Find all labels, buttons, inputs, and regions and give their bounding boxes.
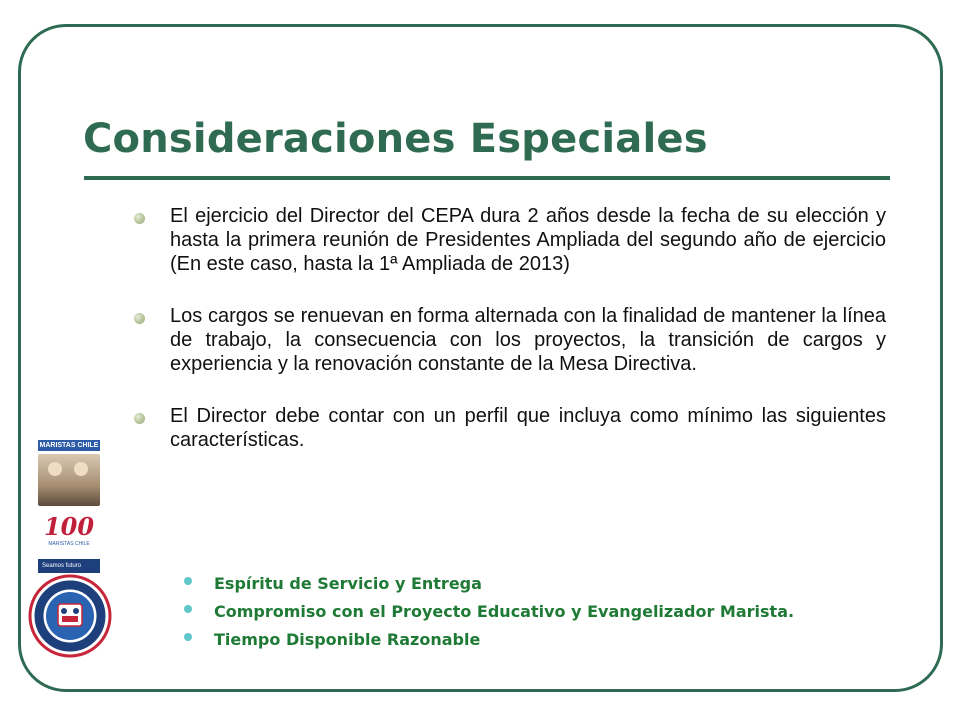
sub-bullet-item [184, 574, 794, 602]
bullet-text: El Director debe contar con un perfil que incluya como mínimo las siguientes características. [170, 405, 886, 451]
bullet-dot-icon [134, 313, 145, 324]
centenary-logo: 100 [43, 512, 95, 541]
bullet-list [134, 204, 886, 480]
school-seal-icon [28, 574, 112, 658]
founders-portrait-icon [38, 454, 100, 506]
bullet-item [134, 304, 886, 376]
sub-bullet-dot-icon [184, 577, 192, 585]
sub-bullet-text: Tiempo Disponible Razonable [214, 630, 481, 649]
bullet-dot-icon [134, 413, 145, 424]
centenary-caption: MARISTAS CHILE [48, 541, 90, 547]
slide-title: Consideraciones Especiales [83, 116, 708, 162]
bullet-text: El ejercicio del Director del CEPA dura 2 años desde la fecha de su elección y hasta la primera reunión de Presidentes Ampliada del segundo año de ejercicio (En este caso, hasta la 1ª Ampliada de 2013) [170, 205, 886, 275]
sub-bullet-dot-icon [184, 633, 192, 641]
sub-bullet-text: Compromiso con el Proyecto Educativo y Evangelizador Marista. [214, 602, 795, 621]
sub-bullet-dot-icon [184, 605, 192, 613]
seamos-futuro-banner: Seamos futuro [38, 559, 100, 573]
maristas-chile-header: MARISTAS CHILE [39, 442, 99, 449]
sub-bullet-item [184, 602, 794, 630]
bullet-dot-icon [134, 213, 145, 224]
bullet-item [134, 204, 886, 276]
bullet-item [134, 404, 886, 452]
sub-bullet-item [184, 630, 794, 658]
sub-bullet-list [184, 574, 794, 658]
bullet-text: Los cargos se renuevan en forma alternada con la finalidad de mantener la línea de trabajo, la consecuencia con los proyectos, la transición de cargos y experiencia y la renovación constante de la Mesa Directiva. [170, 305, 886, 375]
sub-bullet-text: Espíritu de Servicio y Entrega [214, 574, 482, 593]
maristas-logo-strip [38, 440, 100, 573]
title-underline [84, 176, 890, 180]
